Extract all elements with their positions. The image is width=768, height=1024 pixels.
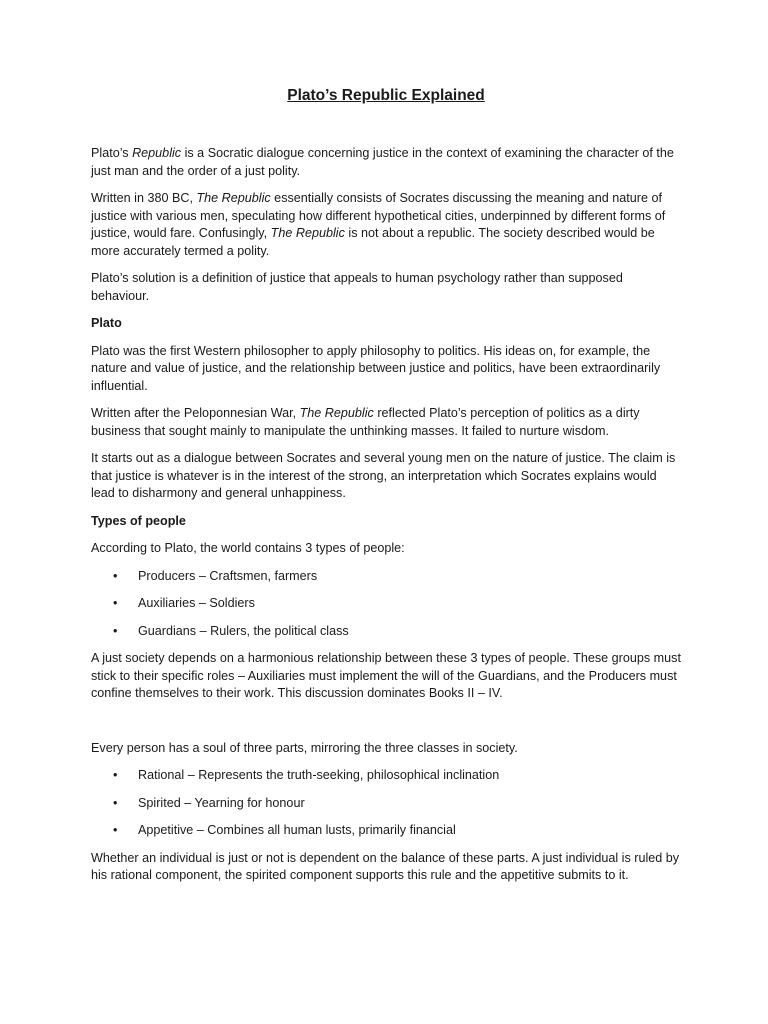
section-heading-types: Types of people xyxy=(91,513,186,528)
soul-intro: Every person has a soul of three parts, mirroring the three classes in society. xyxy=(91,740,518,755)
list-item xyxy=(91,795,681,813)
list-item xyxy=(91,822,681,840)
plato-paragraph-2 xyxy=(91,405,681,440)
list-item xyxy=(91,568,681,586)
bullet-icon: • xyxy=(113,768,118,782)
text-run: essentially consists of Socrates discussing the meaning and nature of justice with various men, speculating how different hypothetical cities, underpinned by different forms of justice, would fare. Confusingly, xyxy=(91,191,666,240)
bullet-icon: • xyxy=(113,623,118,638)
list-item-text: Auxiliaries – Soldiers xyxy=(138,596,255,610)
intro-paragraph-2 xyxy=(91,190,681,260)
types-paragraph-after: A just society depends on a harmonious relationship between these 3 types of people. These groups must stick to their specific roles – Auxiliaries must implement the will of the Guardians, and the Producers must confine themselves to their work. This discussion dominates Books II – IV. xyxy=(91,651,681,700)
list-item-text: Spirited – Yearning for honour xyxy=(138,795,305,810)
list-item-text: Producers – Craftsmen, farmers xyxy=(138,568,318,583)
intro-paragraph-1 xyxy=(91,145,681,180)
bullet-icon: • xyxy=(113,568,118,583)
italic-title: Republic xyxy=(132,146,182,160)
bullet-icon: • xyxy=(113,795,118,810)
italic-title: The Republic xyxy=(196,191,271,205)
section-heading-plato: Plato xyxy=(91,316,122,330)
soul-paragraph-after: Whether an individual is just or not is dependent on the balance of these parts. A just individual is ruled by his rational component, the spirited component supports this rule and the appetitive submits to it. xyxy=(91,850,680,882)
list-item xyxy=(91,767,681,785)
bullet-icon: • xyxy=(113,596,118,610)
document-page xyxy=(91,86,681,895)
soul-list xyxy=(91,767,681,840)
italic-title: The Republic xyxy=(270,226,345,240)
text-run: is not about a republic. The society described would be more accurately termed a polity. xyxy=(91,226,655,258)
text-run: reflected Plato’s perception of politics as a dirty business that sought mainly to manipulate the unthinking masses. It failed to nurture wisdom. xyxy=(91,406,640,438)
text-run: Written in 380 BC, xyxy=(91,191,197,205)
plato-paragraph-3: It starts out as a dialogue between Socrates and several young men on the nature of justice. The claim is that justice is whatever is in the interest of the strong, an interpretation which Socrates explains would lead to disharmony and general unhappiness. xyxy=(91,451,676,500)
plato-paragraph-1: Plato was the first Western philosopher to apply philosophy to politics. His ideas on, for example, the nature and value of justice, and the relationship between justice and politics, have been extraordinarily influential. xyxy=(91,343,661,393)
types-intro: According to Plato, the world contains 3 types of people: xyxy=(91,541,405,555)
types-list xyxy=(91,568,681,641)
list-item xyxy=(91,623,681,641)
text-run: Plato’s xyxy=(91,146,133,160)
italic-title: The Republic xyxy=(299,406,374,420)
list-item xyxy=(91,595,681,613)
intro-paragraph-3: Plato’s solution is a definition of justice that appeals to human psychology rather than supposed behaviour. xyxy=(91,271,623,303)
text-run: Written after the Peloponnesian War, xyxy=(91,406,300,420)
text-run: is a Socratic dialogue concerning justice in the context of examining the character of the just man and the order of a just polity. xyxy=(91,146,674,178)
list-item-text: Appetitive – Combines all human lusts, primarily financial xyxy=(138,823,456,837)
bullet-icon: • xyxy=(113,823,118,837)
document-title: Plato’s Republic Explained xyxy=(287,87,485,104)
list-item-text: Rational – Represents the truth-seeking, philosophical inclination xyxy=(138,768,500,782)
list-item-text: Guardians – Rulers, the political class xyxy=(138,623,349,638)
